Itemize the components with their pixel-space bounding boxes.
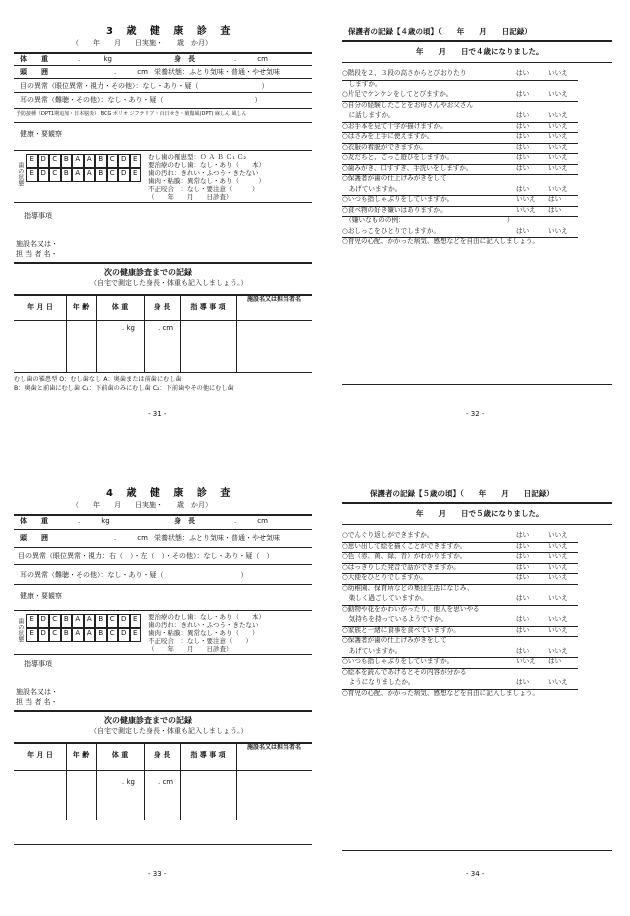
teeth-note-line: 要治療のむし歯：なし・あり（ 本） (148, 613, 265, 621)
question-row (342, 175, 630, 185)
answer-option[interactable]: いいえ (548, 226, 568, 235)
question-text: ○歯みがき、口すすぎ、手洗いをしますか。 (342, 163, 473, 172)
page-32 (342, 22, 614, 422)
tooth-cell: A (72, 168, 84, 182)
question-text: ○自分の経験したことをお母さんやお父さん (342, 100, 474, 109)
answer-option[interactable]: はい (516, 625, 530, 634)
question-row (342, 679, 630, 689)
answer-option[interactable]: いいえ (548, 90, 568, 98)
answer-option[interactable]: いいえ (548, 531, 568, 539)
question-text: ○育児の心配、かかった病気、感想などを自由に記入しましょう。 (342, 688, 539, 697)
head-value: . cm (114, 534, 148, 542)
question-text: ○思い出して絵を描くことができますか。 (342, 541, 467, 550)
tooth-cell: D (118, 628, 130, 642)
answer-option[interactable]: はい (516, 132, 530, 140)
record-header-cell: 身 長 (153, 303, 171, 311)
answer-option[interactable]: はい (548, 205, 562, 214)
answer-option[interactable]: はい (516, 594, 530, 602)
record-header (14, 744, 312, 770)
teeth-note-line: 不正咬合 ：なし・要注意（ ） (148, 185, 259, 193)
record-header (14, 296, 312, 320)
question-text: 気持ちを持っているようですか。 (342, 615, 448, 623)
question-text: ○でんぐり返しができますか。 (342, 531, 434, 539)
tooth-cell: B (61, 154, 73, 168)
question-text: ようになりましたか。 (342, 678, 415, 686)
tooth-cell: C (49, 168, 61, 182)
tooth-cell: E (130, 614, 142, 628)
answer-option[interactable]: いいえ (516, 195, 536, 203)
answer-option[interactable]: はい (516, 69, 530, 77)
question-row (342, 112, 630, 122)
answer-option[interactable]: いいえ (548, 646, 568, 655)
answer-option[interactable]: はい (548, 657, 562, 665)
question-text: ○はっきりした発音で話ができますか。 (342, 562, 460, 571)
question-row (342, 637, 630, 647)
question-row (342, 574, 630, 584)
tooth-cell: E (130, 154, 142, 168)
nutrition-status: 栄養状態：ふとり気味・普通・やせ気味 (154, 534, 280, 542)
question-text: ○幼稚園、保育所などの集団生活になじみ、 (342, 583, 474, 592)
answer-option[interactable]: いいえ (548, 111, 568, 119)
page-number: - 31 - (148, 410, 167, 418)
length-value: . cm (234, 517, 268, 525)
answer-option[interactable]: いいえ (548, 552, 568, 560)
tooth-cell: A (84, 168, 96, 182)
tooth-cell: A (84, 614, 96, 628)
page-number: - 33 - (148, 870, 167, 878)
record-header-cell: 体 重 (111, 303, 129, 311)
guidance-label: 指導事項 (24, 660, 52, 668)
tooth-cell: B (61, 628, 73, 642)
tooth-cell: D (38, 628, 50, 642)
question-text: 楽しく過ごしていますか。 (342, 594, 428, 602)
record-header-cell: 体 重 (111, 751, 129, 759)
answer-option[interactable]: はい (516, 142, 530, 151)
age-reached: 年 月 日で４歳になりました。 (416, 47, 544, 56)
record-header-cell: 年 齢 (72, 303, 90, 311)
answer-option[interactable]: いいえ (548, 615, 568, 623)
tooth-cell: B (95, 614, 107, 628)
teeth-notes (148, 613, 265, 653)
answer-option[interactable]: いいえ (548, 153, 568, 161)
answer-option[interactable]: はい (548, 195, 562, 203)
page-number: - 34 - (466, 870, 485, 878)
age-reached: 年 月 日で５歳になりました。 (416, 509, 544, 518)
record-cm: . cm (158, 324, 174, 332)
facility-label-1: 施設名又は・ (16, 240, 58, 248)
answer-option[interactable]: はい (516, 573, 530, 581)
question-text: （嫌いなものの例： ） (342, 216, 514, 224)
record-header-cell: 指 導 事 項 (190, 751, 226, 759)
teeth-note-line: 歯肉・粘膜：異常なし・あり（ ） (148, 629, 259, 637)
question-text: ○衣服の着脱ができますか。 (342, 142, 427, 151)
tooth-cell: D (38, 614, 50, 628)
answer-option[interactable]: はい (516, 541, 530, 550)
tooth-cell: D (38, 168, 50, 182)
question-text: ○片足でケンケンをしてとびますか。 (342, 90, 453, 98)
record-cm: . cm (158, 778, 174, 786)
page-title: 4 歳 健 康 診 査 (106, 488, 236, 499)
tooth-cell: D (118, 154, 130, 168)
tooth-cell: C (107, 628, 119, 642)
tooth-cell: E (130, 628, 142, 642)
record-header-cell: 年 月 日 (27, 751, 53, 759)
parent-record-title: 保護者の記録【４歳の頃】（ 年 月 日記録） (348, 27, 532, 36)
question-row (342, 70, 630, 80)
question-text: ○階段を２、３段の高さからとびおりたり (342, 69, 467, 77)
teeth-note-line: 歯の汚れ：きれい・ふつう・きたない (148, 169, 259, 177)
record-header-cell: 指 導 事 項 (190, 303, 226, 311)
question-row (342, 91, 630, 101)
weight-label: 体 重 (20, 55, 48, 63)
record-kg: . kg (122, 778, 135, 786)
caries-footnote-2: B：奥歯と前歯にむし歯 C₁：下前歯のみにむし歯 C₂：下前歯やその他にむし歯 (14, 385, 234, 392)
answer-option[interactable]: はい (516, 184, 530, 193)
tooth-cell: D (118, 614, 130, 628)
tooth-cell: C (107, 154, 119, 168)
question-text: ○いつも指しゃぶりをしていますか。 (342, 195, 454, 203)
guidance-label: 指導事項 (24, 212, 52, 220)
health-observation: 健康・要観察 (20, 130, 62, 138)
eye-abnormality: 目の異常（眼位異常・視力：右（ ）・左（ ）・その他）：なし・あり・疑（ ） (18, 552, 274, 560)
answer-option[interactable]: いいえ (548, 132, 568, 140)
teeth-side-label: 歯の状態 (16, 162, 24, 186)
answer-option[interactable]: はい (516, 153, 530, 161)
tooth-cell: A (72, 614, 84, 628)
answer-option[interactable]: はい (516, 163, 530, 172)
tooth-cell: A (72, 154, 84, 168)
question-text: ○育児の心配、かかった病気、感想などを自由に記入しましょう。 (342, 237, 539, 245)
answer-option[interactable]: はい (516, 646, 530, 655)
question-text: ○お手本を見て十字が描けますか。 (342, 121, 447, 130)
page-title: 3 歳 健 康 診 査 (106, 26, 236, 37)
tooth-cell: B (61, 168, 73, 182)
eye-abnormality: 目の異常（眼位異常・視力・その他）：なし・あり・疑（ ） (20, 82, 269, 90)
answer-option[interactable]: はい (516, 552, 530, 560)
answer-option[interactable]: いいえ (548, 573, 568, 581)
facility-label-1: 施設名又は・ (16, 688, 58, 696)
question-row (342, 532, 630, 542)
question-text: ○家族と一緒に食事を食べていますか。 (342, 625, 460, 634)
answer-option[interactable]: いいえ (548, 541, 568, 550)
tooth-cell: B (95, 628, 107, 642)
question-text: ○絵本を読んであげるとその内容が分かる (342, 667, 467, 676)
length-value: . cm (234, 55, 268, 63)
question-text: ○はさみを上手に使えますか。 (342, 132, 434, 140)
question-row (342, 658, 630, 668)
weight-value: . kg (78, 517, 110, 525)
question-text: ○いつも指しゃぶりをしていますか。 (342, 657, 454, 665)
question-text: ○おしっこをひとりでしますか。 (342, 226, 441, 235)
facility-label-2: 担 当 者 名・ (16, 250, 58, 258)
tooth-cell: E (26, 154, 38, 168)
tooth-cell: E (26, 614, 38, 628)
question-row (342, 595, 630, 605)
tooth-cell: C (49, 154, 61, 168)
teeth-note-line: （ 年 月 日診査） (148, 645, 233, 653)
question-row (342, 690, 630, 700)
vaccination-line: 予防接種（DPT1期追加・日本脳炎） BCG ポリオ ジフテリア・百日せき・破傷風(DPT) 麻しん 風しん (16, 111, 247, 117)
ear-abnormality: 耳の異常（難聴・その他）：なし・あり・疑（ ） (20, 96, 262, 104)
teeth-side-label: 歯の状態 (16, 618, 24, 642)
tooth-cell: C (107, 168, 119, 182)
question-text: に話しますか。 (342, 111, 395, 119)
question-row (342, 133, 630, 143)
answer-option[interactable]: いいえ (548, 184, 568, 193)
teeth-note-line: むし歯の罹患型：Ｏ Ａ Ｂ Ｃ₁ Ｃ₂ (148, 153, 246, 161)
question-row (342, 217, 630, 227)
teeth-note-line: 要治療のむし歯：なし・あり（ 本） (148, 161, 265, 169)
answer-option[interactable]: いいえ (548, 625, 568, 634)
record-subtitle: （自宅で測定した身長・体重も記入しましょう。） (90, 727, 248, 735)
record-header-cell: 年 月 日 (27, 303, 53, 311)
question-row (342, 238, 630, 248)
question-text: あげていますか。 (342, 646, 402, 655)
question-text: ○色（赤、黄、緑、青）がわかりますか。 (342, 552, 467, 560)
head-label: 頭 囲 (20, 534, 48, 542)
facility-label-2: 担 当 者 名・ (16, 698, 58, 706)
answer-option[interactable]: はい (516, 90, 530, 98)
ear-abnormality: 耳の異常（難聴・その他）：なし・あり・疑（ ） (20, 571, 248, 579)
answer-option[interactable]: はい (516, 615, 530, 623)
answer-option[interactable]: いいえ (548, 121, 568, 130)
tooth-cell: C (49, 614, 61, 628)
teeth-note-line: 歯の汚れ：きれい・ふつう・きたない (148, 621, 259, 629)
head-value: . cm (114, 68, 148, 76)
tooth-cell: D (118, 168, 130, 182)
question-row (342, 196, 630, 206)
parent-record-title: 保護者の記録【５歳の頃】（ 年 月 日記録） (370, 489, 554, 498)
answer-option[interactable]: はい (516, 531, 530, 539)
page-number: - 32 - (466, 410, 485, 418)
question-text: あげていますか。 (342, 184, 402, 193)
answer-option[interactable]: いいえ (548, 594, 568, 602)
question-text: ○食べ物の好き嫌いはありますか。 (342, 205, 447, 214)
tooth-cell: E (26, 628, 38, 642)
teeth-note-line: 不正咬合 ：なし・要注意（ ） (148, 637, 252, 645)
answer-option[interactable]: いいえ (548, 678, 568, 686)
question-row (342, 553, 630, 563)
answer-option[interactable]: はい (516, 121, 530, 130)
tooth-cell: B (95, 168, 107, 182)
answer-option[interactable]: はい (516, 562, 530, 571)
weight-value: . kg (78, 55, 112, 63)
length-label: 身 長 (174, 517, 195, 525)
tooth-cell: A (84, 628, 96, 642)
nutrition-status: 栄養状態：ふとり気味・普通・やせ気味 (154, 68, 280, 76)
tooth-cell: B (95, 154, 107, 168)
question-row (342, 616, 630, 626)
question-text: ○保護者が歯の仕上げみがきをして (342, 636, 447, 644)
length-label: 身 長 (174, 55, 195, 63)
record-header-cell: 身 長 (153, 751, 171, 759)
tooth-cell: D (38, 154, 50, 168)
answer-option[interactable]: いいえ (548, 163, 568, 172)
question-row (342, 154, 630, 164)
answer-option[interactable]: いいえ (516, 657, 536, 665)
record-header-cell: 施設名又は担当者名 (246, 296, 301, 303)
tooth-cell: E (26, 168, 38, 182)
caries-footnote-1: むし歯の罹患型 O：むし歯なし A：奥歯または前歯にむし歯 (14, 376, 182, 383)
tooth-cell: A (84, 154, 96, 168)
record-header-cell: 年 齢 (72, 751, 90, 759)
answer-option[interactable]: いいえ (516, 205, 536, 214)
tooth-cell: E (130, 168, 142, 182)
record-title: 次の健康診査までの記録 (104, 268, 192, 277)
tooth-cell: C (107, 614, 119, 628)
answer-option[interactable]: いいえ (548, 69, 568, 77)
teeth-note-line: 歯肉・粘膜：異常なし・あり（ ） (148, 177, 265, 185)
question-text: しますか。 (342, 79, 382, 88)
weight-label: 体 重 (20, 517, 48, 525)
record-subtitle: （自宅で測定した身長・体重も記入しましょう。） (90, 279, 248, 287)
record-title: 次の健康診査までの記録 (104, 716, 192, 725)
question-text: ○動物や花をかわいがったり、他人を思いやる (342, 604, 480, 613)
question-text: ○保護者が歯の仕上げみがきをして (342, 174, 447, 182)
question-text: ○友だちと、ごっこ遊びをしますか。 (342, 153, 454, 161)
answer-option[interactable]: はい (516, 678, 530, 686)
teeth-note-line: （ 年 月 日診査） (148, 193, 233, 201)
answer-option[interactable]: いいえ (548, 142, 568, 151)
tooth-cell: B (61, 614, 73, 628)
page-31 (14, 22, 314, 422)
page-34 (342, 480, 614, 900)
health-observation: 健康・要観察 (20, 592, 62, 600)
question-text: ○大便をひとりでしますか。 (342, 573, 427, 581)
answer-option[interactable]: はい (516, 111, 530, 119)
answer-option[interactable]: いいえ (548, 562, 568, 571)
exam-date: （ 年 月 日実施・ 歳 か月） (72, 39, 212, 47)
exam-date: （ 年 月 日実施・ 歳 か月） (72, 501, 212, 509)
teeth-notes (148, 153, 265, 201)
record-kg: . kg (122, 324, 135, 332)
head-label: 頭 囲 (20, 68, 48, 76)
record-header-cell: 施設名又は担当者名 (246, 744, 301, 751)
page-33 (14, 480, 314, 900)
tooth-cell: C (49, 628, 61, 642)
answer-option[interactable]: はい (516, 226, 530, 235)
tooth-cell: A (72, 628, 84, 642)
